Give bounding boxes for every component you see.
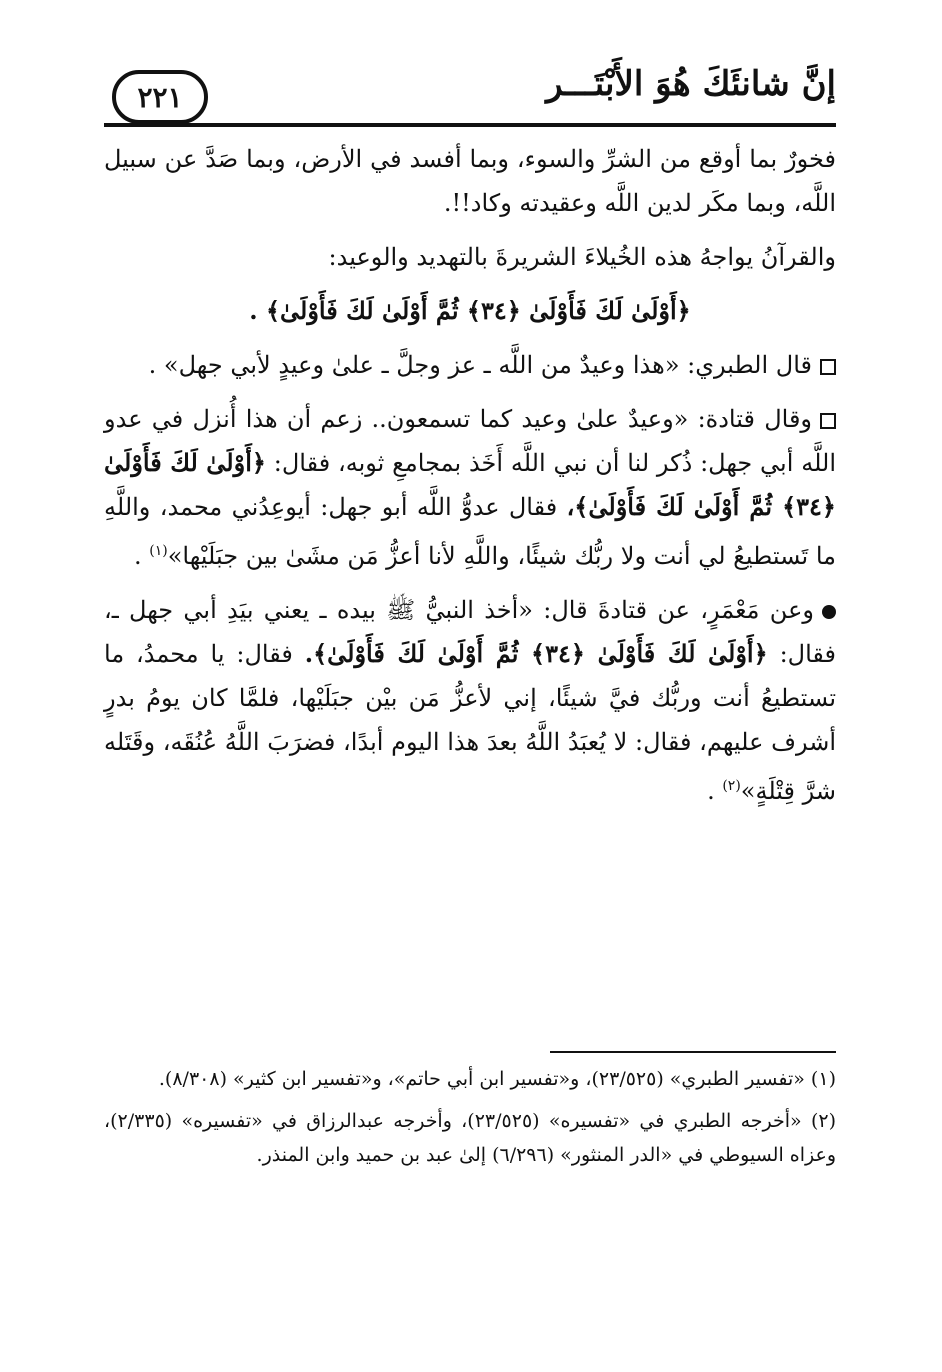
body-text — [104, 137, 836, 823]
square-marker-icon — [820, 413, 836, 429]
footnote-ref-1: (١) — [149, 543, 168, 559]
qatada-verse: ﴿أَوْلَىٰ لَكَ فَأَوْلَىٰ ﴿٣٤﴾ ثُمَّ أَوْلَىٰ لَكَ فَأَوْلَىٰ﴾، — [104, 448, 836, 521]
mamar-verse: ﴿أَوْلَىٰ لَكَ فَأَوْلَىٰ ﴿٣٤﴾ ثُمَّ أَوْلَىٰ لَكَ فَأَوْلَىٰ﴾. — [304, 639, 768, 668]
quran-verse: ﴿أَوْلَىٰ لَكَ فَأَوْلَىٰ ﴿٣٤﴾ ثُمَّ أَوْلَىٰ لَكَ فَأَوْلَىٰ﴾ . — [249, 296, 691, 325]
page-header — [104, 62, 836, 126]
paragraph-mamar — [104, 588, 836, 813]
mamar-end: . — [707, 777, 723, 805]
tabari-quote: قال الطبري: «هذا وعيدٌ من اللَّه ـ عز وجلَّ ـ علىٰ وعيدٍ لأبي جهل» . — [148, 351, 812, 379]
footnote-rule — [550, 1051, 836, 1053]
page-number: ٢٢١ — [112, 70, 208, 124]
footnote-ref-2: (٢) — [722, 778, 741, 794]
header-rule — [104, 123, 836, 127]
paragraph-2: والقرآنُ يواجهُ هذه الخُيلاءَ الشريرةَ بالتهديد والوعيد: — [328, 243, 836, 271]
paragraph-tabari — [104, 343, 836, 387]
qatada-text-a: وقال قتادة: «وعيدٌ علىٰ وعيد كما تسمعون.. زعم أن هذا أُنزل في عدو اللَّه أبي جهل: ذُكر لنا أن نبي اللَّه أَخَذ بمجامعِ ثوبه، فقال: — [104, 405, 836, 477]
paragraph-qatada — [104, 397, 836, 578]
running-title: إنَّ شانئَكَ هُوَ الأَبْتَـــر — [546, 64, 836, 104]
footnote-2: (٢) «أخرجه الطبري في «تفسيره» (٢٣/٥٢٥)، وأخرجه عبدالرزاق في «تفسيره» (٢/٣٣٥)، وعزاه السيوطي في «الدر المنثور» (٦/٢٩٦) إلىٰ عبد بن حميد وابن المنذر. — [104, 1110, 836, 1166]
footnote-1: (١) «تفسير الطبري» (٢٣/٥٢٥)، و«تفسير ابن أبي حاتم»، و«تفسير ابن كثير» (٨/٣٠٨). — [158, 1068, 836, 1090]
qatada-end: . — [134, 542, 150, 570]
mamar-text-a: وعن مَعْمَرٍ، عن قتادةَ قال: «أخذ النبيُّ ﷺ بيده ـ يعني بيَدِ أبي جهل ـ، فقال: — [104, 596, 837, 668]
qatada-text-b: فقال عدوُّ اللَّه أبو جهل: أيوعِدُني محمد، واللَّهِ ما تَستطيعُ لي أنت ولا ربُّك شيئًا، واللَّهِ لأنا أعزُّ مَن مشَىٰ بين جبَلَيْها» — [104, 493, 836, 570]
footnotes — [104, 1062, 836, 1180]
paragraph-1: فخورٌ بما أوقع من الشرِّ والسوء، وبما أفسد في الأرض، وبما صَدَّ عن سبيل اللَّه، وبما مكَر لدين اللَّه وعقيدته وكاد!!. — [104, 145, 836, 217]
mamar-text-b: فقال: يا محمدُ، ما تستطيعُ أنت وربُّك فيَّ شيئًا، إني لأعزُّ مَن بيْن جبَلَيْها، فلمَّا كان يومُ بدرٍ أشرف عليهم، فقال: لا يُعبَدُ اللَّهُ بعدَ هذا اليوم أبدًا، فضرَبَ اللَّهُ عُنُقَه، وقَتَله شرَّ قِتْلَةٍ» — [104, 640, 836, 805]
bullet-icon — [822, 605, 836, 619]
square-marker-icon — [820, 359, 836, 375]
